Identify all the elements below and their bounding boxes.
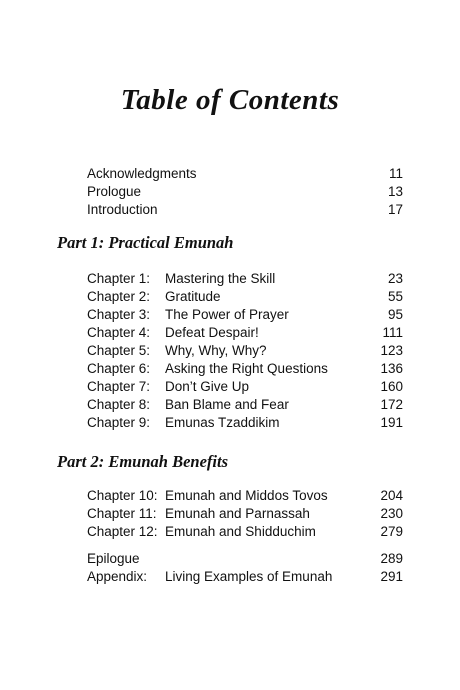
entry-title: Epilogue bbox=[87, 551, 140, 566]
toc-entry-chapter-7 bbox=[87, 378, 403, 396]
toc-entry-epilogue bbox=[87, 550, 403, 568]
page-number: 95 bbox=[387, 307, 403, 322]
page-number: 191 bbox=[380, 415, 403, 430]
toc-entry-chapter-10 bbox=[87, 487, 403, 505]
toc-entry-chapter-9 bbox=[87, 414, 403, 432]
chapter-label: Chapter 2: bbox=[87, 289, 151, 304]
entry-title: Prologue bbox=[87, 184, 142, 199]
page-number: 123 bbox=[380, 343, 403, 358]
chapter-title: Emunas Tzaddikim bbox=[165, 415, 280, 430]
toc-entry-chapter-5 bbox=[87, 342, 403, 360]
page-number: 23 bbox=[387, 271, 403, 286]
chapter-label: Chapter 4: bbox=[87, 325, 151, 340]
part-1-heading: Part 1: Practical Emunah bbox=[57, 233, 234, 252]
chapter-title: Emunah and Shidduchim bbox=[165, 524, 316, 539]
chapter-title: Don’t Give Up bbox=[165, 379, 250, 394]
page-number: 289 bbox=[380, 551, 403, 566]
chapter-label: Chapter 7: bbox=[87, 379, 151, 394]
page-number: 172 bbox=[380, 397, 403, 412]
toc-entry-chapter-11 bbox=[87, 505, 403, 523]
chapter-label: Chapter 1: bbox=[87, 271, 151, 286]
page-number: 204 bbox=[380, 488, 403, 503]
toc-entry-chapter-12 bbox=[87, 523, 403, 541]
toc-entry-chapter-4 bbox=[87, 324, 403, 342]
chapter-label: Chapter 11: bbox=[87, 506, 157, 521]
toc-entry-chapter-8 bbox=[87, 396, 403, 414]
page-number: 55 bbox=[387, 289, 403, 304]
page-number: 17 bbox=[387, 202, 403, 217]
chapter-title: Mastering the Skill bbox=[165, 271, 276, 286]
toc-entry-chapter-2 bbox=[87, 288, 403, 306]
page-number: 136 bbox=[380, 361, 403, 376]
chapter-title: Gratitude bbox=[165, 289, 221, 304]
page-title: Table of Contents bbox=[120, 84, 340, 116]
chapter-title: Ban Blame and Fear bbox=[165, 397, 289, 412]
chapter-title: The Power of Prayer bbox=[165, 307, 289, 322]
toc-entry-appendix bbox=[87, 568, 403, 586]
toc-entry-chapter-3 bbox=[87, 306, 403, 324]
chapter-title: Emunah and Parnassah bbox=[165, 506, 310, 521]
chapter-label: Chapter 3: bbox=[87, 307, 151, 322]
page-number: 279 bbox=[380, 524, 403, 539]
chapter-title: Living Examples of Emunah bbox=[165, 569, 333, 584]
page-number: 111 bbox=[382, 325, 403, 340]
page-number: 291 bbox=[380, 569, 403, 584]
toc-entry-chapter-1 bbox=[87, 270, 403, 288]
chapter-title: Asking the Right Questions bbox=[165, 361, 328, 376]
toc-entry-chapter-6 bbox=[87, 360, 403, 378]
chapter-label: Chapter 10: bbox=[87, 488, 158, 503]
chapter-label: Chapter 5: bbox=[87, 343, 151, 358]
toc-entry-prologue bbox=[87, 183, 403, 201]
page-number: 230 bbox=[380, 506, 403, 521]
chapter-label: Chapter 8: bbox=[87, 397, 151, 412]
chapter-title: Emunah and Middos Tovos bbox=[165, 488, 328, 503]
toc-entry-introduction bbox=[87, 201, 403, 219]
chapter-title: Defeat Despair! bbox=[165, 325, 259, 340]
page-number: 11 bbox=[388, 166, 403, 181]
page-number: 13 bbox=[387, 184, 403, 199]
toc-entry-acknowledgments bbox=[87, 165, 403, 183]
chapter-label: Chapter 6: bbox=[87, 361, 151, 376]
chapter-label: Chapter 12: bbox=[87, 524, 158, 539]
entry-title: Introduction bbox=[87, 202, 158, 217]
chapter-label: Appendix: bbox=[87, 569, 148, 584]
chapter-label: Chapter 9: bbox=[87, 415, 151, 430]
entry-title: Acknowledgments bbox=[87, 166, 197, 181]
chapter-title: Why, Why, Why? bbox=[165, 343, 267, 358]
part-2-heading: Part 2: Emunah Benefits bbox=[57, 452, 228, 471]
page-number: 160 bbox=[380, 379, 403, 394]
